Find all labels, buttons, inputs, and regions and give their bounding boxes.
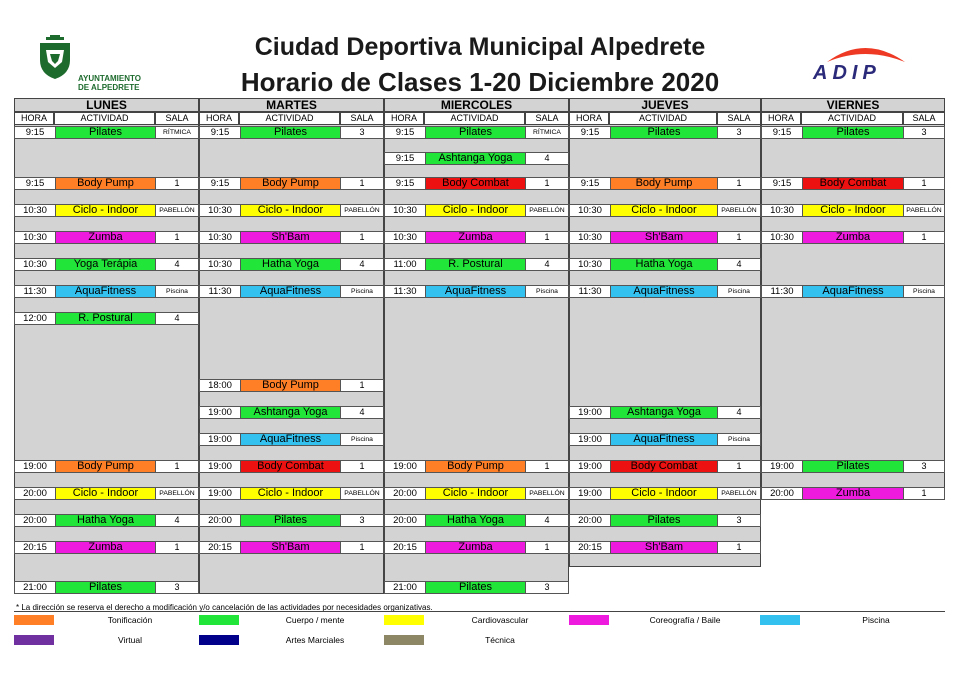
class-time: 21:00 <box>23 582 47 593</box>
class-row <box>199 204 384 217</box>
column-header-hora: HORA <box>199 112 239 125</box>
class-room: 1 <box>921 178 927 188</box>
class-row <box>569 433 761 446</box>
class-time: 20:15 <box>208 542 232 553</box>
class-time: 10:30 <box>23 259 47 270</box>
class-time: 20:00 <box>393 515 417 526</box>
legend <box>14 611 945 648</box>
class-row <box>14 258 199 271</box>
class-room: 4 <box>174 259 180 269</box>
class-row <box>14 514 199 527</box>
class-time: 20:00 <box>393 488 417 499</box>
class-room: 1 <box>174 461 180 471</box>
class-activity: AquaFitness <box>802 286 904 297</box>
class-time: 9:15 <box>395 127 415 138</box>
class-time: 10:30 <box>578 259 602 270</box>
class-row <box>14 231 199 244</box>
class-row <box>199 126 384 139</box>
class-time: 11:00 <box>393 259 417 270</box>
class-room: PABELLÓN <box>721 490 757 497</box>
class-room: Piscina <box>536 288 558 295</box>
class-activity: Body Pump <box>425 461 526 472</box>
class-activity: R. Postural <box>55 313 156 324</box>
class-time: 19:00 <box>208 407 232 418</box>
class-activity: AquaFitness <box>425 286 526 297</box>
class-time: 10:30 <box>393 232 417 243</box>
class-time: 19:00 <box>23 461 47 472</box>
class-activity: Body Combat <box>802 178 904 189</box>
class-activity: Pilates <box>802 461 904 472</box>
class-time: 9:15 <box>580 178 600 189</box>
class-room: 3 <box>174 582 180 592</box>
class-room: RÍTMICA <box>533 129 561 136</box>
class-time: 10:30 <box>578 232 602 243</box>
class-activity: AquaFitness <box>610 434 718 445</box>
class-row <box>199 231 384 244</box>
class-activity: Ciclo - Indoor <box>425 205 526 216</box>
legend-swatch <box>14 635 54 645</box>
class-room: 1 <box>544 461 550 471</box>
class-activity: Ciclo - Indoor <box>240 488 341 499</box>
class-time: 10:30 <box>23 232 47 243</box>
day-column-viernes <box>761 98 945 500</box>
class-time: 20:15 <box>578 542 602 553</box>
class-time: 20:00 <box>578 515 602 526</box>
class-activity: R. Postural <box>425 259 526 270</box>
class-time: 10:30 <box>770 232 794 243</box>
legend-swatch <box>384 615 424 625</box>
class-row <box>14 581 199 594</box>
class-row <box>569 406 761 419</box>
class-room: PABELLÓN <box>159 490 195 497</box>
class-activity: Ashtanga Yoga <box>240 407 341 418</box>
class-time: 19:00 <box>578 488 602 499</box>
class-row <box>199 514 384 527</box>
class-room: 1 <box>921 232 927 242</box>
class-row <box>761 285 945 298</box>
class-time: 19:00 <box>578 434 602 445</box>
class-room: 4 <box>174 515 180 525</box>
class-room: 1 <box>736 542 742 552</box>
class-activity: Body Pump <box>240 178 341 189</box>
class-activity: AquaFitness <box>55 286 156 297</box>
legend-swatch <box>199 615 239 625</box>
column-header-hora: HORA <box>761 112 801 125</box>
class-room: 4 <box>736 407 742 417</box>
day-header: JUEVES <box>569 98 761 112</box>
class-row <box>199 258 384 271</box>
class-activity: Ciclo - Indoor <box>610 205 718 216</box>
class-activity: Zumba <box>802 488 904 499</box>
class-row <box>384 177 569 190</box>
column-header-actividad: ACTIVIDAD <box>424 112 525 125</box>
class-activity: Ciclo - Indoor <box>240 205 341 216</box>
class-time: 10:30 <box>578 205 602 216</box>
column-header-actividad: ACTIVIDAD <box>54 112 155 125</box>
class-activity: Pilates <box>55 582 156 593</box>
class-time: 20:00 <box>208 515 232 526</box>
class-room: 1 <box>174 232 180 242</box>
class-time: 19:00 <box>208 434 232 445</box>
class-time: 19:00 <box>208 461 232 472</box>
class-row <box>384 581 569 594</box>
class-activity: Ciclo - Indoor <box>425 488 526 499</box>
class-row <box>569 177 761 190</box>
day-header: VIERNES <box>761 98 945 112</box>
class-row <box>384 541 569 554</box>
class-time: 20:00 <box>770 488 794 499</box>
class-room: 3 <box>359 127 365 137</box>
legend-swatch <box>569 615 609 625</box>
legend-item <box>760 614 945 626</box>
day-header: MARTES <box>199 98 384 112</box>
class-time: 11:30 <box>770 286 794 297</box>
class-room: Piscina <box>351 288 373 295</box>
class-row <box>761 231 945 244</box>
class-row <box>14 285 199 298</box>
class-time: 9:15 <box>580 127 600 138</box>
class-row <box>569 285 761 298</box>
column-header-sala: SALA <box>155 112 199 125</box>
class-time: 20:00 <box>23 488 47 499</box>
column-header-sala: SALA <box>525 112 569 125</box>
class-time: 20:15 <box>23 542 47 553</box>
legend-item <box>14 634 199 646</box>
class-row <box>14 204 199 217</box>
class-room: 4 <box>359 259 365 269</box>
class-row <box>761 126 945 139</box>
class-room: 1 <box>359 380 365 390</box>
class-time: 21:00 <box>393 582 417 593</box>
class-row <box>761 177 945 190</box>
legend-label: Cuerpo / mente <box>285 615 345 625</box>
page-title: Ciudad Deportiva Municipal Alpedrete <box>254 33 706 61</box>
class-room: 3 <box>921 461 927 471</box>
class-activity: Hatha Yoga <box>610 259 718 270</box>
legend-label: Piscina <box>862 615 890 625</box>
class-row <box>384 126 569 139</box>
class-time: 9:15 <box>395 153 415 164</box>
class-room: 1 <box>359 461 365 471</box>
class-time: 19:00 <box>770 461 794 472</box>
class-room: 3 <box>359 515 365 525</box>
class-room: PABELLÓN <box>344 490 380 497</box>
legend-label: Cardiovascular <box>471 615 529 625</box>
class-room: 4 <box>544 259 550 269</box>
column-header-actividad: ACTIVIDAD <box>609 112 717 125</box>
class-row <box>199 433 384 446</box>
class-row <box>14 460 199 473</box>
class-activity: Zumba <box>802 232 904 243</box>
class-room: 4 <box>544 153 550 163</box>
class-activity: Ciclo - Indoor <box>610 488 718 499</box>
class-room: PABELLÓN <box>344 207 380 214</box>
class-activity: Ashtanga Yoga <box>610 407 718 418</box>
class-room: RÍTMICA <box>163 129 191 136</box>
class-time: 9:15 <box>25 127 45 138</box>
class-room: 3 <box>544 582 550 592</box>
class-room: 4 <box>544 515 550 525</box>
class-time: 9:15 <box>772 178 792 189</box>
class-room: 1 <box>544 232 550 242</box>
class-room: 1 <box>174 178 180 188</box>
column-header-actividad: ACTIVIDAD <box>801 112 903 125</box>
class-room: Piscina <box>728 288 750 295</box>
class-activity: Sh'Bam <box>610 232 718 243</box>
class-time: 11:30 <box>393 286 417 297</box>
class-row <box>199 487 384 500</box>
class-activity: Hatha Yoga <box>240 259 341 270</box>
adip-logo: ADIP <box>805 40 925 90</box>
class-row <box>199 460 384 473</box>
disclaimer-note: * La dirección se reserva el derecho a modificación y/o cancelación de las actividades por necesidades organizativas. <box>16 603 433 612</box>
class-activity: AquaFitness <box>240 434 341 445</box>
class-activity: AquaFitness <box>610 286 718 297</box>
class-time: 19:00 <box>578 407 602 418</box>
class-room: 4 <box>174 313 180 323</box>
class-room: 4 <box>359 407 365 417</box>
legend-swatch <box>14 615 54 625</box>
class-activity: Body Pump <box>610 178 718 189</box>
class-time: 20:15 <box>393 542 417 553</box>
class-activity: Ciclo - Indoor <box>802 205 904 216</box>
column-header-sala: SALA <box>340 112 384 125</box>
class-time: 9:15 <box>210 178 230 189</box>
legend-swatch <box>199 635 239 645</box>
class-activity: Sh'Bam <box>610 542 718 553</box>
column-header-sala: SALA <box>717 112 761 125</box>
class-room: 1 <box>544 178 550 188</box>
class-activity: Body Combat <box>240 461 341 472</box>
class-activity: Ashtanga Yoga <box>425 153 526 164</box>
class-time: 9:15 <box>395 178 415 189</box>
ayuntamiento-text: AYUNTAMIENTO DE ALPEDRETE <box>78 74 141 92</box>
class-activity: Zumba <box>55 542 156 553</box>
class-room: 1 <box>736 178 742 188</box>
class-room: 1 <box>736 232 742 242</box>
class-room: Piscina <box>728 436 750 443</box>
day-header: LUNES <box>14 98 199 112</box>
class-room: 1 <box>921 488 927 498</box>
class-room: PABELLÓN <box>529 207 565 214</box>
class-time: 19:00 <box>208 488 232 499</box>
class-time: 11:30 <box>23 286 47 297</box>
class-room: Piscina <box>913 288 935 295</box>
class-time: 11:30 <box>208 286 232 297</box>
legend-item <box>14 614 199 626</box>
class-time: 10:30 <box>208 232 232 243</box>
class-row <box>14 312 199 325</box>
class-room: 1 <box>359 178 365 188</box>
legend-label: Tonificación <box>107 615 153 625</box>
class-activity: Pilates <box>425 127 526 138</box>
class-row <box>199 285 384 298</box>
class-activity: Body Combat <box>610 461 718 472</box>
class-activity: Body Pump <box>55 178 156 189</box>
class-row <box>569 258 761 271</box>
class-room: PABELLÓN <box>159 207 195 214</box>
class-activity: Body Pump <box>55 461 156 472</box>
class-activity: Pilates <box>425 582 526 593</box>
class-row <box>569 204 761 217</box>
class-room: PABELLÓN <box>906 207 942 214</box>
class-activity: Pilates <box>55 127 156 138</box>
class-room: 1 <box>736 461 742 471</box>
legend-item <box>199 634 384 646</box>
class-activity: Ciclo - Indoor <box>55 488 156 499</box>
class-room: 3 <box>736 515 742 525</box>
legend-label: Coreografía / Baile <box>649 615 721 625</box>
legend-label: Técnica <box>485 635 515 645</box>
class-room: 3 <box>921 127 927 137</box>
class-row <box>569 460 761 473</box>
page-subtitle: Horario de Clases 1-20 Diciembre 2020 <box>240 67 720 97</box>
legend-item <box>384 634 569 646</box>
class-activity: Zumba <box>425 542 526 553</box>
class-time: 10:30 <box>393 205 417 216</box>
class-activity: Hatha Yoga <box>425 515 526 526</box>
class-row <box>384 285 569 298</box>
class-time: 10:30 <box>208 205 232 216</box>
legend-item <box>199 614 384 626</box>
column-header-actividad: ACTIVIDAD <box>239 112 340 125</box>
class-room: 1 <box>174 542 180 552</box>
class-row <box>569 487 761 500</box>
class-time: 11:30 <box>578 286 602 297</box>
class-room: 3 <box>736 127 742 137</box>
class-activity: Hatha Yoga <box>55 515 156 526</box>
class-row <box>569 231 761 244</box>
class-row <box>199 177 384 190</box>
legend-swatch <box>760 615 800 625</box>
class-time: 9:15 <box>210 127 230 138</box>
class-time: 9:15 <box>772 127 792 138</box>
class-row <box>384 204 569 217</box>
class-row <box>14 487 199 500</box>
class-row <box>199 406 384 419</box>
class-row <box>761 204 945 217</box>
class-row <box>761 487 945 500</box>
class-time: 19:00 <box>578 461 602 472</box>
class-row <box>384 231 569 244</box>
class-activity: Pilates <box>240 127 341 138</box>
day-header: MIERCOLES <box>384 98 569 112</box>
class-row <box>761 460 945 473</box>
legend-label: Virtual <box>118 635 142 645</box>
class-activity: Body Combat <box>425 178 526 189</box>
class-row <box>14 126 199 139</box>
class-room: Piscina <box>351 436 373 443</box>
class-activity: Sh'Bam <box>240 232 341 243</box>
column-header-hora: HORA <box>569 112 609 125</box>
class-room: Piscina <box>166 288 188 295</box>
class-time: 10:30 <box>23 205 47 216</box>
class-row <box>199 541 384 554</box>
class-activity: AquaFitness <box>240 286 341 297</box>
class-row <box>14 541 199 554</box>
class-room: 1 <box>359 232 365 242</box>
class-activity: Zumba <box>55 232 156 243</box>
class-room: 1 <box>544 542 550 552</box>
legend-swatch <box>384 635 424 645</box>
class-activity: Pilates <box>610 127 718 138</box>
class-row <box>384 258 569 271</box>
legend-item <box>384 614 569 626</box>
class-time: 9:15 <box>25 178 45 189</box>
legend-label: Artes Marciales <box>285 635 345 645</box>
class-time: 18:00 <box>208 380 232 391</box>
class-time: 12:00 <box>23 313 47 324</box>
class-time: 19:00 <box>393 461 417 472</box>
class-row <box>384 152 569 165</box>
class-row <box>199 379 384 392</box>
class-room: 4 <box>736 259 742 269</box>
class-activity: Yoga Terápia <box>55 259 156 270</box>
class-time: 10:30 <box>770 205 794 216</box>
class-row <box>384 460 569 473</box>
class-activity: Zumba <box>425 232 526 243</box>
column-header-sala: SALA <box>903 112 945 125</box>
legend-item <box>569 614 754 626</box>
class-room: PABELLÓN <box>529 490 565 497</box>
class-activity: Body Pump <box>240 380 341 391</box>
class-row <box>569 514 761 527</box>
class-activity: Sh'Bam <box>240 542 341 553</box>
column-header-hora: HORA <box>384 112 424 125</box>
column-header-hora: HORA <box>14 112 54 125</box>
class-activity: Ciclo - Indoor <box>55 205 156 216</box>
class-row <box>569 541 761 554</box>
class-time: 20:00 <box>23 515 47 526</box>
class-activity: Pilates <box>240 515 341 526</box>
class-row <box>14 177 199 190</box>
class-row <box>384 514 569 527</box>
class-room: 1 <box>359 542 365 552</box>
class-time: 10:30 <box>208 259 232 270</box>
class-activity: Pilates <box>802 127 904 138</box>
class-row <box>569 126 761 139</box>
class-room: PABELLÓN <box>721 207 757 214</box>
class-row <box>384 487 569 500</box>
class-activity: Pilates <box>610 515 718 526</box>
